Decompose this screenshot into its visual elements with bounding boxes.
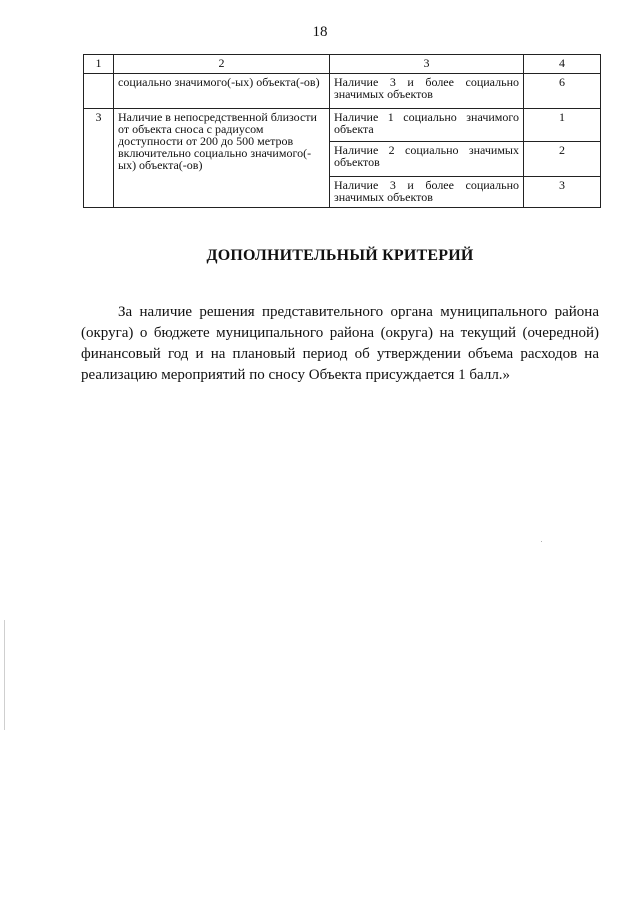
table-row bbox=[84, 74, 601, 109]
score-cell: 1 bbox=[524, 109, 601, 142]
column-header: 1 bbox=[84, 55, 114, 74]
score-cell: 6 bbox=[524, 74, 601, 109]
score-cell: 2 bbox=[524, 142, 601, 177]
criterion-cell: социально значимого(-ых) объекта(-ов) bbox=[114, 74, 330, 109]
page-number: 18 bbox=[312, 24, 328, 40]
condition-cell: Наличие 3 и более социально значимых объектов bbox=[330, 74, 524, 109]
condition-cell: Наличие 2 социально значимых объектов bbox=[330, 142, 524, 177]
condition-cell: Наличие 1 социально значимого объекта bbox=[330, 109, 524, 142]
criteria-table bbox=[83, 54, 601, 208]
row-number-cell: 3 bbox=[84, 109, 114, 208]
scan-margin-line bbox=[4, 620, 5, 730]
body-paragraph: За наличие решения представительного органа муниципального района (округа) о бюджете муниципального района (округа) на текущий (очередной) финансовый год и на плановый период об утверждении объема расходов на реализацию мероприятий по сносу Объекта присуждается 1 балл.» bbox=[81, 304, 599, 383]
column-header: 4 bbox=[524, 55, 601, 74]
criterion-cell: Наличие в непосредственной близости от объекта сноса с радиусом доступности от 200 до 500 метров включительно социально значимого(-ых) объекта(-ов) bbox=[114, 109, 330, 208]
row-number-cell bbox=[84, 74, 114, 109]
scan-speck bbox=[541, 541, 542, 542]
column-header: 2 bbox=[114, 55, 330, 74]
column-header: 3 bbox=[330, 55, 524, 74]
table-header-row bbox=[84, 55, 601, 74]
section-heading: ДОПОЛНИТЕЛЬНЫЙ КРИТЕРИЙ bbox=[206, 247, 474, 264]
score-cell: 3 bbox=[524, 177, 601, 208]
condition-cell: Наличие 3 и более социально значимых объектов bbox=[330, 177, 524, 208]
table-row bbox=[84, 109, 601, 142]
